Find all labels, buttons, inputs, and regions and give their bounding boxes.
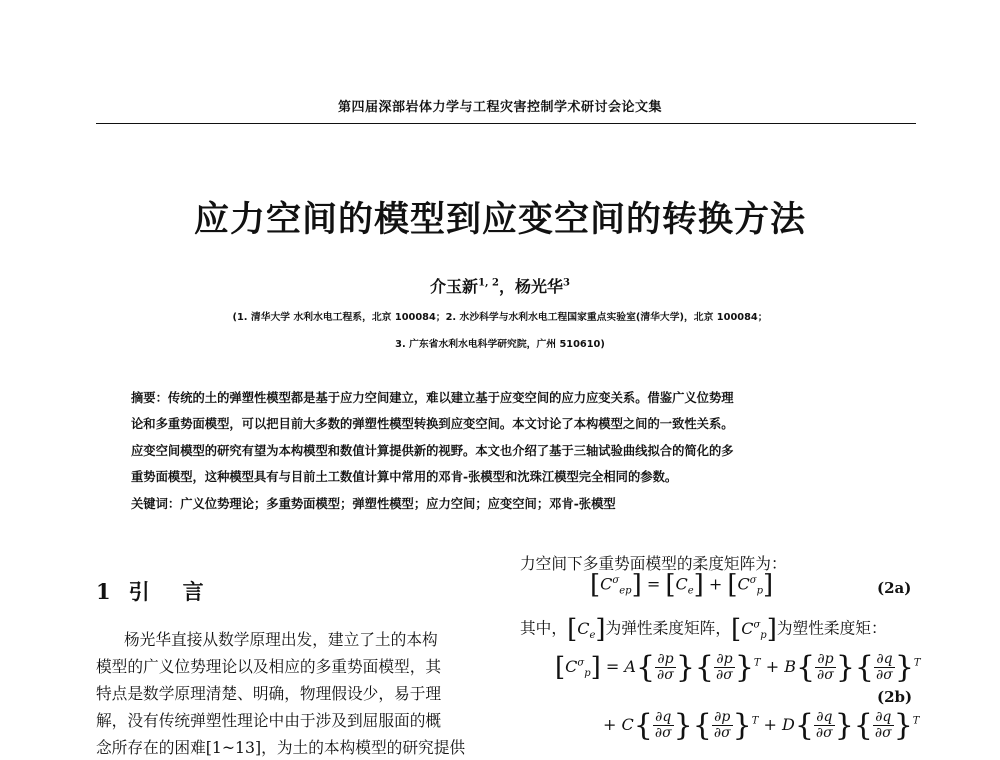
- paper-title: 应力空间的模型到应变空间的转换方法: [193, 200, 806, 240]
- author-name: 杨光华: [514, 277, 563, 296]
- keywords-text: 广义位势理论；多重势面模型；弹塑性模型；应力空间；应变空间；邓肯-张模型: [180, 497, 616, 511]
- body-text-line: 模型的广义位势理论以及相应的多重势面模型，其: [96, 657, 442, 676]
- where-prefix: 其中，: [520, 618, 568, 638]
- section-title: 引 言: [128, 579, 210, 604]
- abstract-line: [131, 390, 881, 406]
- body-text-line: 杨光华直接从数学原理出发，建立了土的本构: [124, 630, 438, 649]
- coef-d: D: [781, 715, 795, 734]
- affiliation-line: (1. 清华大学 水利水电工程系，北京 100084；2. 水沙科学与水利水电工程国家重点实验室(清华大学)，北京 100084；: [232, 312, 768, 323]
- section-heading: [96, 576, 228, 606]
- where-mid: 为弹性柔度矩阵，: [605, 618, 732, 638]
- body-text-line: 特点是数学原理清楚、明确，物理假设少，易于理: [96, 684, 442, 703]
- coef-b: B: [784, 657, 796, 676]
- keywords-label: 关键词：: [131, 497, 181, 511]
- equation-2a: $[C^\sigma_{ep}] = [C_e] + [C^\sigma_p]$: [590, 570, 774, 600]
- equation-number: (2a): [877, 579, 912, 597]
- running-header: 第四届深部岩体力学与工程灾害控制学术研讨会论文集: [337, 100, 662, 115]
- author-line: [0, 274, 1000, 297]
- abstract-line: 应变空间模型的研究有望为本构模型和数值计算提供新的视野。本文也介绍了基于三轴试验曲线拟合的简化的多: [131, 444, 734, 458]
- plastic-matrix-symbol: $[C^\sigma_p]$: [731, 614, 777, 644]
- abstract-line: 论和多重势面模型，可以把目前大多数的弹塑性模型转换到应变空间。本文讨论了本构模型之间的一致性关系。: [131, 417, 734, 431]
- coef-c: C: [621, 715, 634, 734]
- author-affiliation-mark: 3: [562, 277, 570, 289]
- body-text-line: 力空间下多重势面模型的柔度矩阵为：: [520, 554, 787, 573]
- author-separator: ，: [498, 277, 515, 296]
- equation-2b-line1: $[C^\sigma_p] = A${ $\frac{\partial p}{\partial\sigma}$ }{ $\frac{\partial p}{\partial\sigma}$ }$^T$ + B{ $\frac{\partial p}{\partial\sigma}$ }{ $\frac{\partial q}{\partial\sigma}$ }$^T$: [555, 650, 921, 685]
- body-text-line: 念所存在的困难[1~13]，为土的本构模型的研究提供: [96, 738, 466, 757]
- header-rule: [96, 123, 916, 124]
- where-end: 为塑性柔度矩：: [776, 618, 887, 638]
- abstract-label: 摘要：: [131, 391, 168, 405]
- author-name: 介玉新: [430, 277, 479, 296]
- affiliation-line: 3. 广东省水利水电科学研究院，广州 510610): [395, 339, 605, 350]
- equation-2b-line2: + C{ $\frac{\partial q}{\partial\sigma}$ }{ $\frac{\partial p}{\partial\sigma}$ }$^T$ + D{ $\frac{\partial q}{\partial\sigma}$ }{ $\frac{\partial q}{\partial\sigma}$ }$^T$: [603, 708, 920, 743]
- body-text-line: 解，没有传统弹塑性理论中由于涉及到屈服面的概: [96, 711, 442, 730]
- elastic-matrix-symbol: $[C_e]$: [567, 614, 606, 644]
- abstract-line: 重势面模型，这种模型具有与目前土工数值计算中常用的邓肯-张模型和沈珠江模型完全相同的参数。: [131, 470, 678, 484]
- abstract-text: 传统的土的弹塑性模型都是基于应力空间建立，难以建立基于应变空间的应力应变关系。借鉴广义位势理: [167, 391, 734, 405]
- author-affiliation-mark: 1, 2: [478, 277, 499, 289]
- keywords-line: [131, 496, 881, 512]
- section-number: 1: [96, 579, 111, 604]
- coef-a: A: [624, 657, 636, 676]
- body-text-line: [520, 614, 887, 644]
- equation-number: (2b): [877, 688, 913, 706]
